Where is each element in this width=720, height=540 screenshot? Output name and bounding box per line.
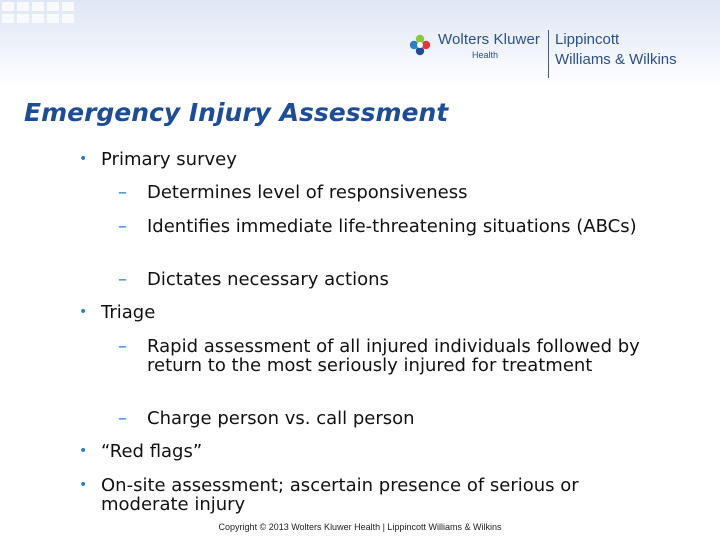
sub-bullet-marker: – xyxy=(118,182,127,203)
logo-lww-line1: Lippincott xyxy=(554,31,620,48)
sub-bullet-item xyxy=(118,182,687,203)
sub-bullet-marker: – xyxy=(118,408,127,429)
bullet-marker: • xyxy=(79,443,88,459)
sub-bullet-item xyxy=(118,269,687,290)
sub-bullet-item xyxy=(118,216,647,237)
logo-lww-line2: Williams & Wilkins xyxy=(554,51,677,68)
sub-bullet-text: Charge person vs. call person xyxy=(147,408,415,429)
bullet-marker: • xyxy=(79,304,88,320)
sub-bullet-marker: – xyxy=(118,216,127,237)
logo-wk-subtitle: Health xyxy=(472,50,499,60)
bullet-text: Primary survey xyxy=(101,149,237,170)
bullet-text: “Red flags” xyxy=(101,441,203,462)
bullet-item xyxy=(79,475,646,515)
logo-wk-name: Wolters Kluwer xyxy=(438,31,540,48)
bullet-marker: • xyxy=(79,477,88,493)
sub-bullet-marker: – xyxy=(118,336,127,357)
bullet-marker: • xyxy=(79,151,88,167)
sub-bullet-text: Identifies immediate life-threatening situations (ABCs) xyxy=(147,216,637,237)
bullet-item xyxy=(79,302,701,323)
bullet-item xyxy=(79,149,701,170)
copyright-footer: Copyright © 2013 Wolters Kluwer Health | Lippincott Williams & Wilkins xyxy=(218,522,502,532)
sub-bullet-text: Dictates necessary actions xyxy=(147,269,389,290)
bullet-item xyxy=(79,441,701,462)
sub-bullet-text: Rapid assessment of all injured individuals followed by return to the most seriously injured for treatment xyxy=(147,336,640,376)
sub-bullet-item xyxy=(118,408,687,429)
sub-bullet-marker: – xyxy=(118,269,127,290)
slide-title: Emergency Injury Assessment xyxy=(24,98,449,127)
bullet-text: Triage xyxy=(101,302,156,323)
bullet-text: On-site assessment; ascertain presence of serious or moderate injury xyxy=(101,475,579,515)
sub-bullet-text: Determines level of responsiveness xyxy=(147,182,468,203)
sub-bullet-item xyxy=(118,336,677,376)
